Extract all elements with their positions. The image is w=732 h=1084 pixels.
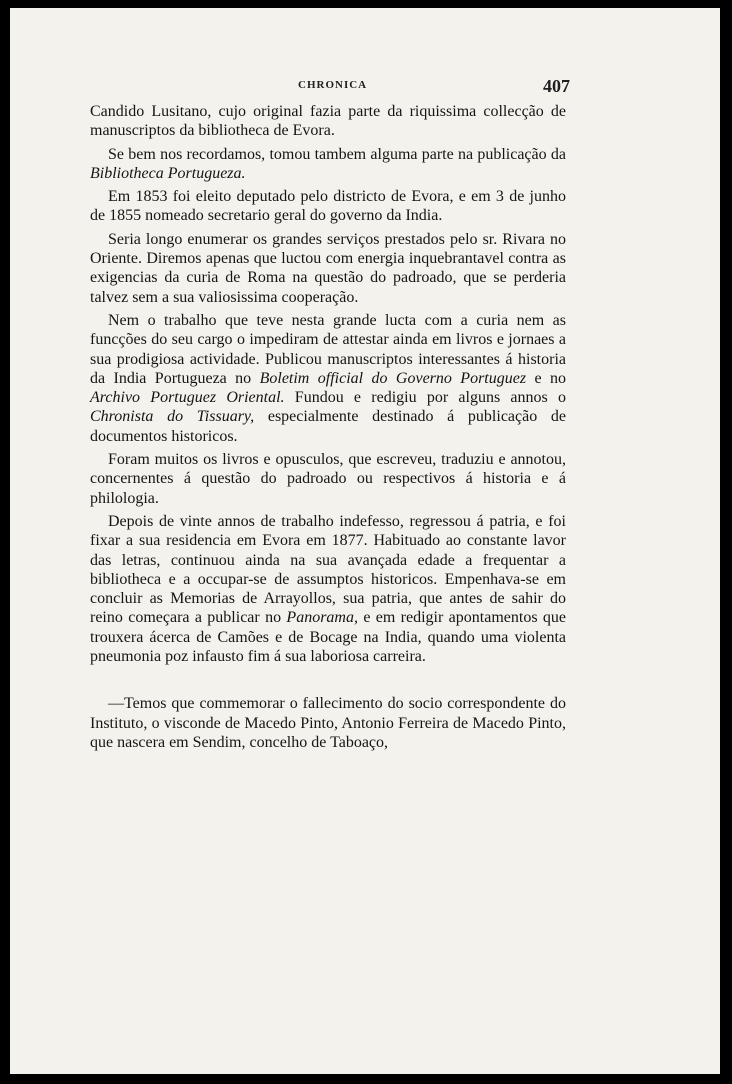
page-number: 407: [543, 76, 570, 96]
book-page: [10, 8, 720, 1074]
paragraph-text: Foram muitos os livros e opusculos, que escreveu, traduziu e annotou, concernentes á questão do padroado ou respectivos á historia e á philologia.: [90, 451, 566, 507]
paragraph: [90, 512, 566, 666]
body-text: [90, 102, 566, 756]
paragraph-text: Em 1853 foi eleito deputado pelo districto de Evora, e em 3 de junho de 1855 nomeado secretario geral do governo da India.: [90, 188, 566, 225]
italic-title-text: Bibliotheca Portugueza.: [90, 164, 246, 182]
paragraph: [90, 230, 566, 307]
paragraph-text: e no: [526, 369, 566, 387]
paragraph-text: Depois de vinte annos de trabalho indefesso, regressou á patria, e foi fixar a sua residencia em Evora em 1877. Habituado ao constante lavor das letras, continuou ainda na sua avançada edade a frequentar a bibliotheca e a occupar-se de assumptos historicos. Empenhava-se em concluir as Memorias de Arrayollos, sua patria, que antes de sahir do reino começara a publicar no: [90, 512, 566, 627]
italic-title-text: Chronista do Tissuary,: [90, 408, 255, 426]
running-title: CHRONICA: [298, 79, 368, 91]
paragraph: [90, 145, 566, 184]
paragraph-text: —Temos que commemorar o fallecimento do socio correspondente do Instituto, o visconde de Macedo Pinto, Antonio Ferreira de Macedo Pinto, que nascera em Sendim, concelho de Taboaço,: [90, 695, 566, 751]
paragraph: [90, 311, 566, 446]
paragraph-text: Se bem nos recordamos, tomou tambem alguma parte na publicação da: [108, 145, 566, 163]
paragraph-text: Fundou e redigiu por alguns annos o: [284, 389, 567, 407]
paragraph: [90, 187, 566, 226]
obituary-paragraph: [90, 694, 566, 752]
paragraph-text: especialmente destinado á publicação de documentos historicos.: [90, 408, 567, 445]
italic-title-text: Archivo Portuguez Oriental.: [90, 389, 285, 407]
paragraph-text: e em redigir apontamentos que trouxera ácerca de Camões e de Bocage na India, quando uma violenta pneumonia poz infausto fim á sua laboriosa carreira.: [90, 609, 566, 666]
page-header: [10, 76, 720, 100]
paragraph-text: Nem o trabalho que teve nesta grande lucta com a curia nem as funcções do seu cargo o impediram de attestar ainda em livros e jornaes a sua prodigiosa actividade. Publicou manuscriptos interessantes á historia da India Portugueza no: [90, 311, 566, 387]
paragraph: [90, 450, 566, 508]
paragraph-text: Seria longo enumerar os grandes serviços prestados pelo sr. Rivara no Oriente. Diremos apenas que luctou com energia inquebrantavel contra as exigencias da curia de Roma na questão do padroado, que se perderia talvez sem a sua valiosissima cooperação.: [90, 230, 566, 306]
paragraph-text: Candido Lusitano, cujo original fazia parte da riquissima collecção de manuscriptos da bibliotheca de Evora.: [90, 103, 566, 140]
paragraph: [90, 102, 566, 141]
italic-title-text: Boletim official do Governo Portuguez: [259, 369, 527, 387]
italic-title-text: Panorama,: [286, 609, 358, 627]
